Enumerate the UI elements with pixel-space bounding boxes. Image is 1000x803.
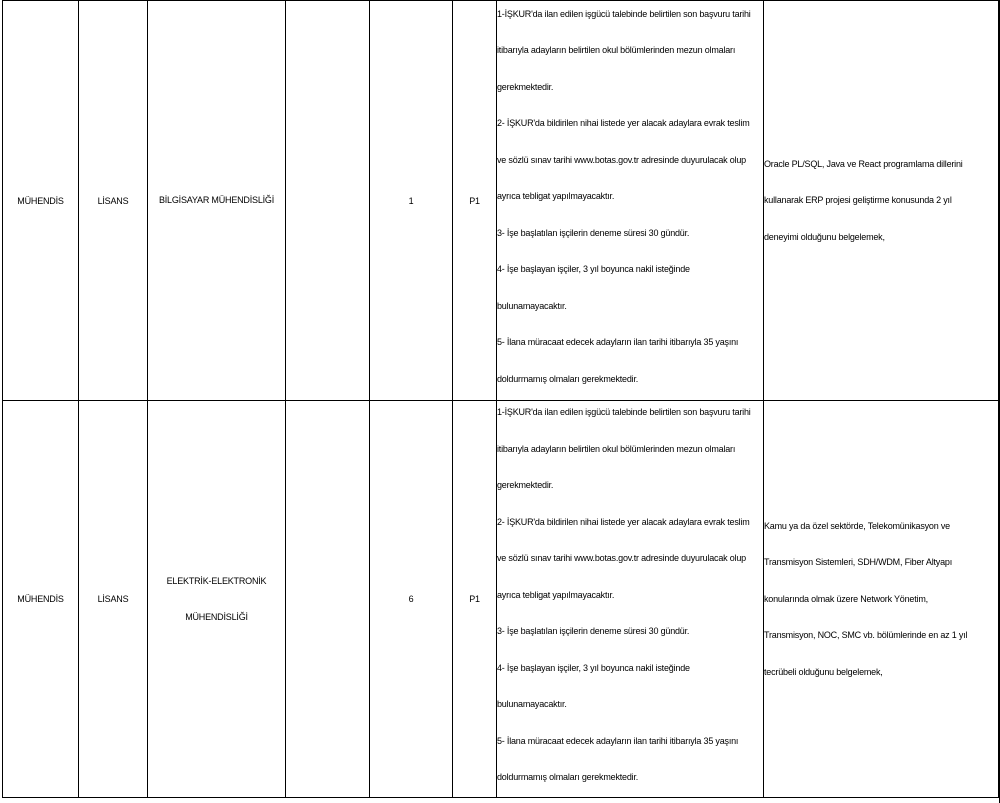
table-row — [3, 401, 999, 798]
note-line: 4- İşe başlayan işçiler, 3 yıl boyunca nakil isteğinde — [497, 662, 690, 673]
notes-cell — [497, 401, 764, 798]
note-line: itibarıyla adayların belirtilen okul bölümlerinden mezun olmaları — [497, 45, 736, 56]
department-cell — [148, 1, 286, 401]
education-cell: LİSANS — [79, 401, 148, 798]
department-line: MÜHENDİSLİĞİ — [185, 612, 248, 622]
note-line: 4- İşe başlayan işçiler, 3 yıl boyunca nakil isteğinde — [497, 264, 690, 275]
note-line: 3- İşe başlatılan işçilerin deneme süresi 30 gündür. — [497, 227, 690, 238]
note-line: 3- İşe başlatılan işçilerin deneme süresi 30 gündür. — [497, 626, 690, 637]
requirement-line: Transmisyon, NOC, SMC vb. bölümlerinde en az 1 yıl — [764, 630, 968, 641]
note-line: gerekmektedir. — [497, 480, 554, 491]
note-line: doldurmamış olmaları gerekmektedir. — [497, 373, 639, 384]
blank-cell — [286, 1, 370, 401]
requirements-cell — [764, 401, 999, 798]
requirement-line: tecrübeli olduğunu belgelemek, — [764, 666, 883, 677]
count-cell: 6 — [370, 401, 453, 798]
note-line: ve sözlü sınav tarihi www.botas.gov.tr adresinde duyurulacak olup — [497, 154, 746, 165]
education-cell: LİSANS — [79, 1, 148, 401]
note-line: 2- İŞKUR'da bildirilen nihai listede yer alacak adaylara evrak teslim — [497, 516, 750, 527]
requirement-line: Kamu ya da özel sektörde, Telekomünikasyon ve — [764, 520, 950, 531]
job-requirements-table — [2, 0, 999, 798]
note-line: bulunamayacaktır. — [497, 300, 567, 311]
position-cell: MÜHENDİS — [3, 1, 79, 401]
note-line: ve sözlü sınav tarihi www.botas.gov.tr adresinde duyurulacak olup — [497, 553, 746, 564]
blank-cell — [286, 401, 370, 798]
requirement-line: deneyimi olduğunu belgelemek, — [764, 231, 885, 242]
note-line: ayrıca tebligat yapılmayacaktır. — [497, 589, 615, 600]
note-line: itibarıyla adayların belirtilen okul bölümlerinden mezun olmaları — [497, 443, 736, 454]
requirements-cell — [764, 1, 999, 401]
note-line: 5- İlana müracaat edecek adayların ilan tarihi itibarıyla 35 yaşını — [497, 735, 739, 746]
notes-cell — [497, 1, 764, 401]
note-line: 1-İŞKUR'da ilan edilen işgücü talebinde belirtilen son başvuru tarihi — [497, 407, 751, 418]
requirement-line: konularında olmak üzere Network Yönetim, — [764, 593, 928, 604]
group-cell: P1 — [453, 1, 497, 401]
note-line: bulunamayacaktır. — [497, 699, 567, 710]
position-cell: MÜHENDİS — [3, 401, 79, 798]
note-line: 1-İŞKUR'da ilan edilen işgücü talebinde belirtilen son başvuru tarihi — [497, 8, 751, 19]
note-line: 2- İŞKUR'da bildirilen nihai listede yer alacak adaylara evrak teslim — [497, 118, 750, 129]
department-cell — [148, 401, 286, 798]
count-cell: 1 — [370, 1, 453, 401]
requirement-line: Oracle PL/SQL, Java ve React programlama dillerini — [764, 158, 963, 169]
note-line: ayrıca tebligat yapılmayacaktır. — [497, 191, 615, 202]
table-row — [3, 1, 999, 401]
department-line: ELEKTRİK-ELEKTRONİK — [166, 575, 267, 586]
note-line: doldurmamış olmaları gerekmektedir. — [497, 772, 639, 783]
requirement-line: Transmisyon Sistemleri, SDH/WDM, Fiber Altyapı — [764, 557, 953, 568]
note-line: 5- İlana müracaat edecek adayların ilan tarihi itibarıyla 35 yaşını — [497, 337, 739, 348]
requirement-line: kullanarak ERP projesi geliştirme konusunda 2 yıl — [764, 195, 952, 206]
note-line: gerekmektedir. — [497, 81, 554, 92]
group-cell: P1 — [453, 401, 497, 798]
department-line: BİLGİSAYAR MÜHENDİSLİĞİ — [158, 195, 275, 206]
